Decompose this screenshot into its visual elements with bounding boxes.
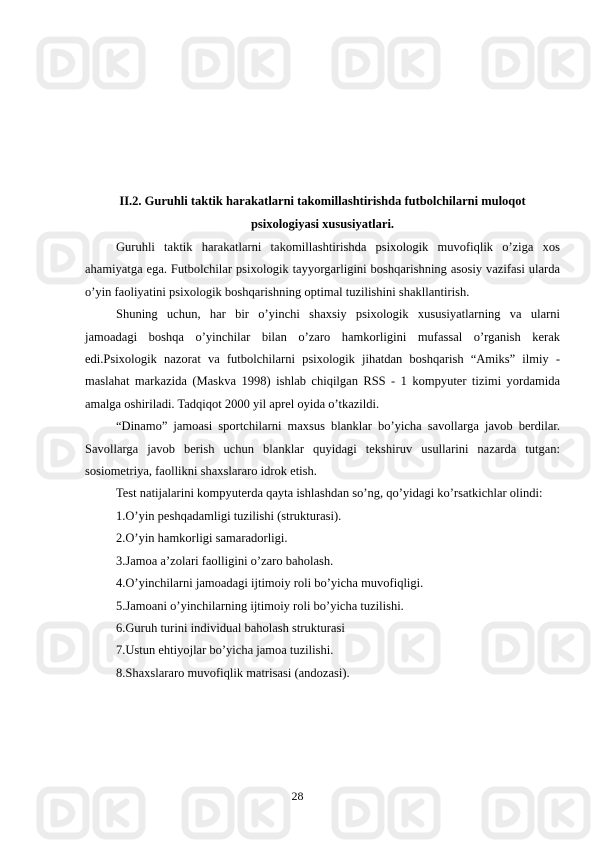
paragraph: “Dinamo” jamoasi sportchilarni maxsus blanklar bo’yicha savollarga javob berdilar. Savollarga javob berish uchun blanklar quyidagi tekshiruv usullarini nazarda tutgan: sosiometriya, faollikni shaxslararo idrok etish.: [85, 419, 560, 479]
section-heading-line2: psixologiyasi xususiyatlari.: [250, 217, 395, 231]
list-item: 4.O’yinchilarni jamoadagi ijtimoiy roli bo’yicha muvofiqligi.: [116, 576, 424, 591]
list-item: 2.O’yin hamkorligi samaradorligi.: [116, 531, 288, 546]
document-logo-icon: [40, 40, 142, 86]
list-item: 3.Jamoa a’zolari faolligini o’zaro baholash.: [116, 553, 334, 568]
document-logo-icon: [485, 40, 587, 86]
document-logo-icon: [185, 40, 287, 86]
document-logo-icon: [335, 40, 437, 86]
paragraph: Guruhli taktik harakatlarni takomillashtirishda psixologik muvofiqlik o’ziga xos ahamiyatga ega. Futbolchilar psixologik tayyorgarligini boshqarishning asosiy vazifasi ularda o’yin faoliyatini psixologik boshqarishning optimal tuzilishini shakllantirish.: [85, 240, 560, 299]
list-item: 8.Shaxslararo muvofiqlik matrisasi (andozasi).: [116, 665, 350, 680]
list-item: 6.Guruh turini individual baholash strukturasi: [116, 620, 345, 635]
section-heading-line1: II.2. Guruhli taktik harakatlarni takomillashtirishda futbolchilarni muloqot: [119, 194, 526, 208]
list-item: 1.O’yin peshqadamligi tuzilishi (strukturasi).: [116, 508, 342, 523]
list-item: 7.Ustun ehtiyojlar bo’yicha jamoa tuzilishi.: [116, 643, 334, 658]
paragraph: Shuning uchun, har bir o’yinchi shaxsiy psixologik xususiyatlarning va ularni jamoadagi boshqa o’yinchilar bilan o’zaro hamkorligini mufassal o’rganish kerak edi.Psixologik nazorat va futbolchilarni psixologik jihatdan boshqarish “Amiks” ilmiy - maslahat markazida (Maskva 1998) ishlab chiqilgan RSS - 1 kompyuter tizimi yordamida amalga oshiriladi. Tadqiqot 2000 yil aprel oyida o’tkazildi.: [85, 307, 560, 411]
paragraph: Test natijalarini kompyuterda qayta ishlashdan so’ng, qo’yidagi ko’rsatkichlar olindi:: [116, 486, 543, 501]
page-number: 28: [291, 789, 304, 803]
list-item: 5.Jamoani o’yinchilarning ijtimoiy roli bo’yicha tuzilishi.: [116, 598, 404, 613]
document-body: [85, 190, 560, 684]
